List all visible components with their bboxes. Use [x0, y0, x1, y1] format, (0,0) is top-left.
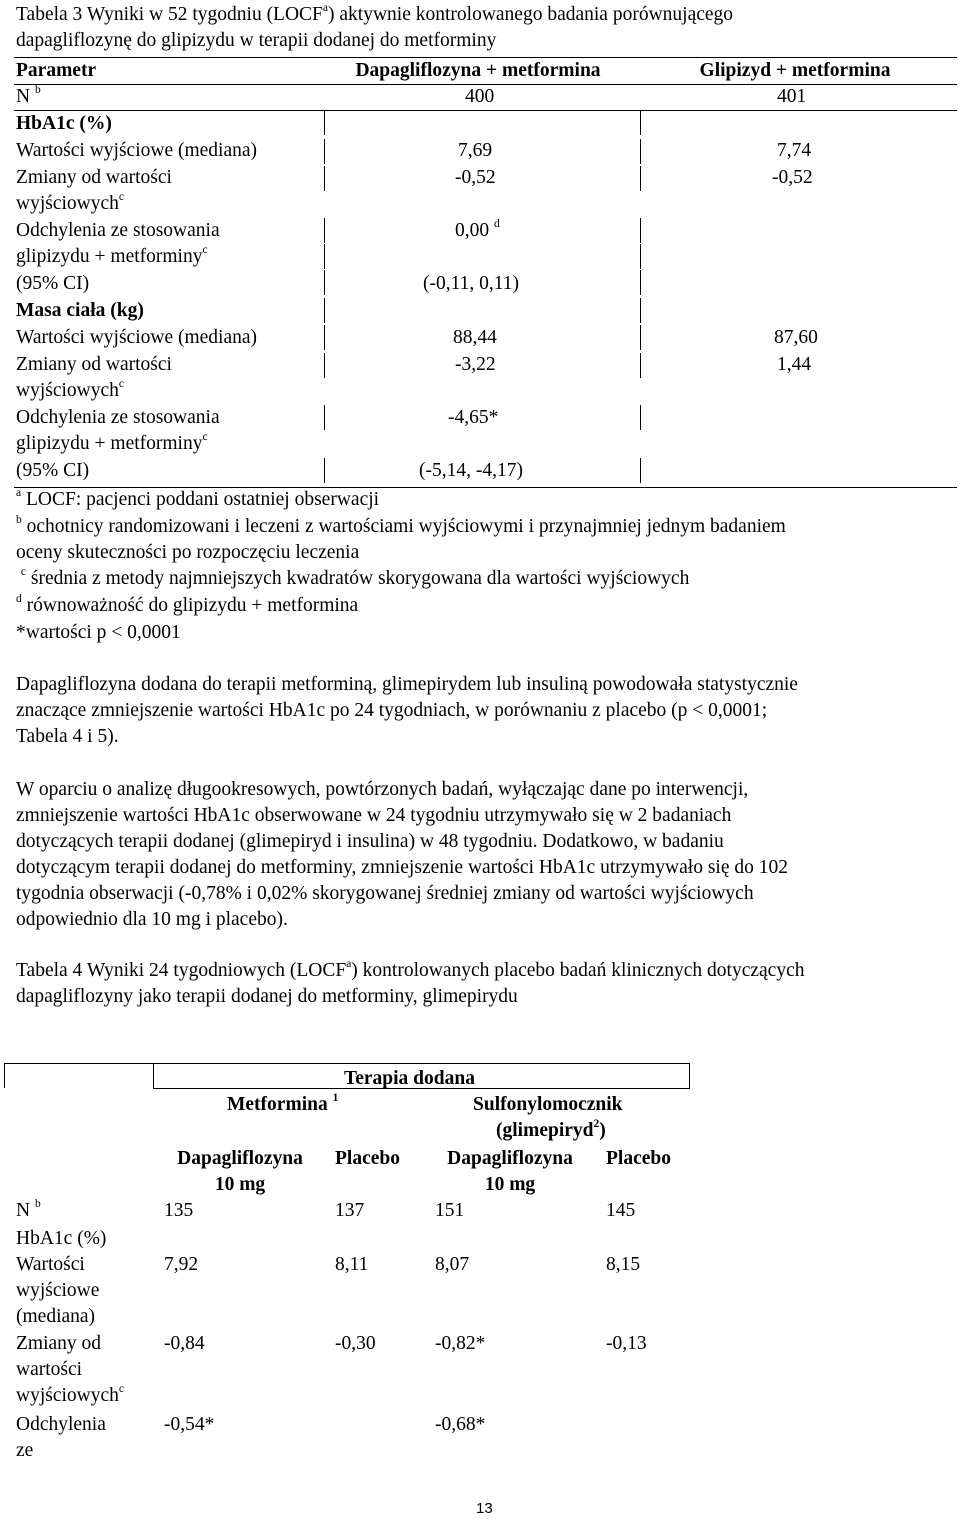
table3-weight-ci-col1: (-5,14, -4,17) — [419, 460, 523, 481]
table3-hba1c-diff-label: Odchylenia ze stosowania — [16, 220, 220, 241]
footnote-a: $^a$ LOCF: pacjenci poddani ostatniej obserwacji — [16, 486, 380, 510]
table4-col1-header: Dapagliflozyna 10 mg — [177, 1148, 303, 1195]
table3-n-col1: 400 — [465, 86, 495, 107]
table3-hba1c-baseline-col1: 7,69 — [458, 140, 493, 161]
table3-n-label: N $^b$ — [16, 83, 41, 107]
footnote-c: $^c$ średnia z metody najmniejszych kwadratów skorygowana dla wartości wyjściowych — [20, 565, 690, 589]
table3-hba1c-change-col1: -0,52 — [455, 167, 496, 188]
table3-header-param: Parametr — [16, 60, 97, 81]
table3-n-border — [14, 110, 957, 111]
table3-weight-diff-label: Odchylenia ze stosowania — [16, 407, 220, 428]
table3-hba1c-section: HbA1c (%) — [16, 113, 112, 134]
table4-col2-header: Placebo — [335, 1148, 400, 1169]
footnote-d: $^d$ równoważność do glipizydu + metformina — [16, 592, 359, 616]
table4-diff-label: Odchylenia ze — [16, 1414, 106, 1461]
table4-change-label: Zmiany od wartości wyjściowych$^c$ — [16, 1333, 125, 1406]
table3-hba1c-ci-col1: (-0,11, 0,11) — [423, 273, 520, 294]
table3-weight-change-col2: 1,44 — [777, 354, 812, 375]
page-number: 13 — [476, 1500, 493, 1517]
table4-group-header: Terapia dodana — [344, 1068, 475, 1089]
table4-metformina: Metformina $^1$ — [227, 1091, 339, 1115]
table3-header-glipizyd: Glipizyd + metformina — [699, 60, 891, 81]
table3-hba1c-change-label: Zmiany od wartości — [16, 167, 172, 188]
table3-hba1c-change-col2: -0,52 — [772, 167, 813, 188]
table4-hba1c-label: HbA1c (%) — [16, 1228, 107, 1249]
table3-weight-baseline-col2: 87,60 — [774, 327, 818, 348]
table4-n-label: N $^b$ — [16, 1197, 41, 1221]
table3-weight-change-label: Zmiany od wartości — [16, 354, 172, 375]
table3-weight-change-col1: -3,22 — [455, 354, 496, 375]
table3-weight-baseline-label: Wartości wyjściowe (mediana) — [16, 327, 258, 348]
table4-sulfonyl: Sulfonylomocznik — [473, 1094, 623, 1115]
table3-hba1c-baseline-col2: 7,74 — [777, 140, 812, 161]
footnote-star: *wartości p < 0,0001 — [16, 622, 181, 643]
paragraph-1: Dapagliflozyna dodana do terapii metforminą, glimepirydem lub insuliną powodowała statystycznie znaczące zmniejszenie wartości HbA1c po 24 tygodniach, w porównaniu z placebo (p < 0,0001; Tabela 4 i 5). — [16, 674, 798, 747]
table3-hba1c-baseline-label: Wartości wyjściowe (mediana) — [16, 140, 258, 161]
table3-header-dapa: Dapagliflozyna + metformina — [355, 60, 601, 81]
table3-weight-ci-label: (95% CI) — [16, 460, 90, 481]
table3-hba1c-ci-label: (95% CI) — [16, 273, 90, 294]
table4-baseline-label: Wartości wyjściowe (mediana) — [16, 1254, 100, 1327]
table4-col4-header: Placebo — [606, 1148, 671, 1169]
footnote-b: $^b$ ochotnicy randomizowani i leczeni z wartościami wyjściowymi i przynajmniej jednym badaniem — [16, 513, 786, 537]
paragraph-2: W oparciu o analizę długookresowych, powtórzonych badań, wyłączając dane po interwencji, zmniejszenie wartości HbA1c obserwowane w 24 tygodniu utrzymywało się w 2 badaniach dotyczących terapii dodanej (glimepiryd i insulina) w 48 tygodniu. Dodatkowo, w badaniu dotyczącym terapii dodanej do metforminy, zmniejszenie wartości HbA1c utrzymywało się do 102 tygodnia obserwacji (-0,78% i 0,02% skorygowanej średniej zmiany od wartości wyjściowych odpowiednio dla 10 mg i placebo). — [16, 779, 789, 930]
table3-hba1c-diff-col1: 0,00 $^d$ — [455, 217, 500, 241]
table4-col3-header: Dapagliflozyna 10 mg — [447, 1148, 573, 1195]
table3-n-col2: 401 — [777, 86, 807, 107]
table3-weight-baseline-col1: 88,44 — [453, 327, 497, 348]
table4-top-border — [4, 1063, 690, 1064]
table3-weight-section: Masa ciała (kg) — [16, 300, 144, 321]
table3-weight-diff-col1: -4,65* — [448, 407, 499, 428]
